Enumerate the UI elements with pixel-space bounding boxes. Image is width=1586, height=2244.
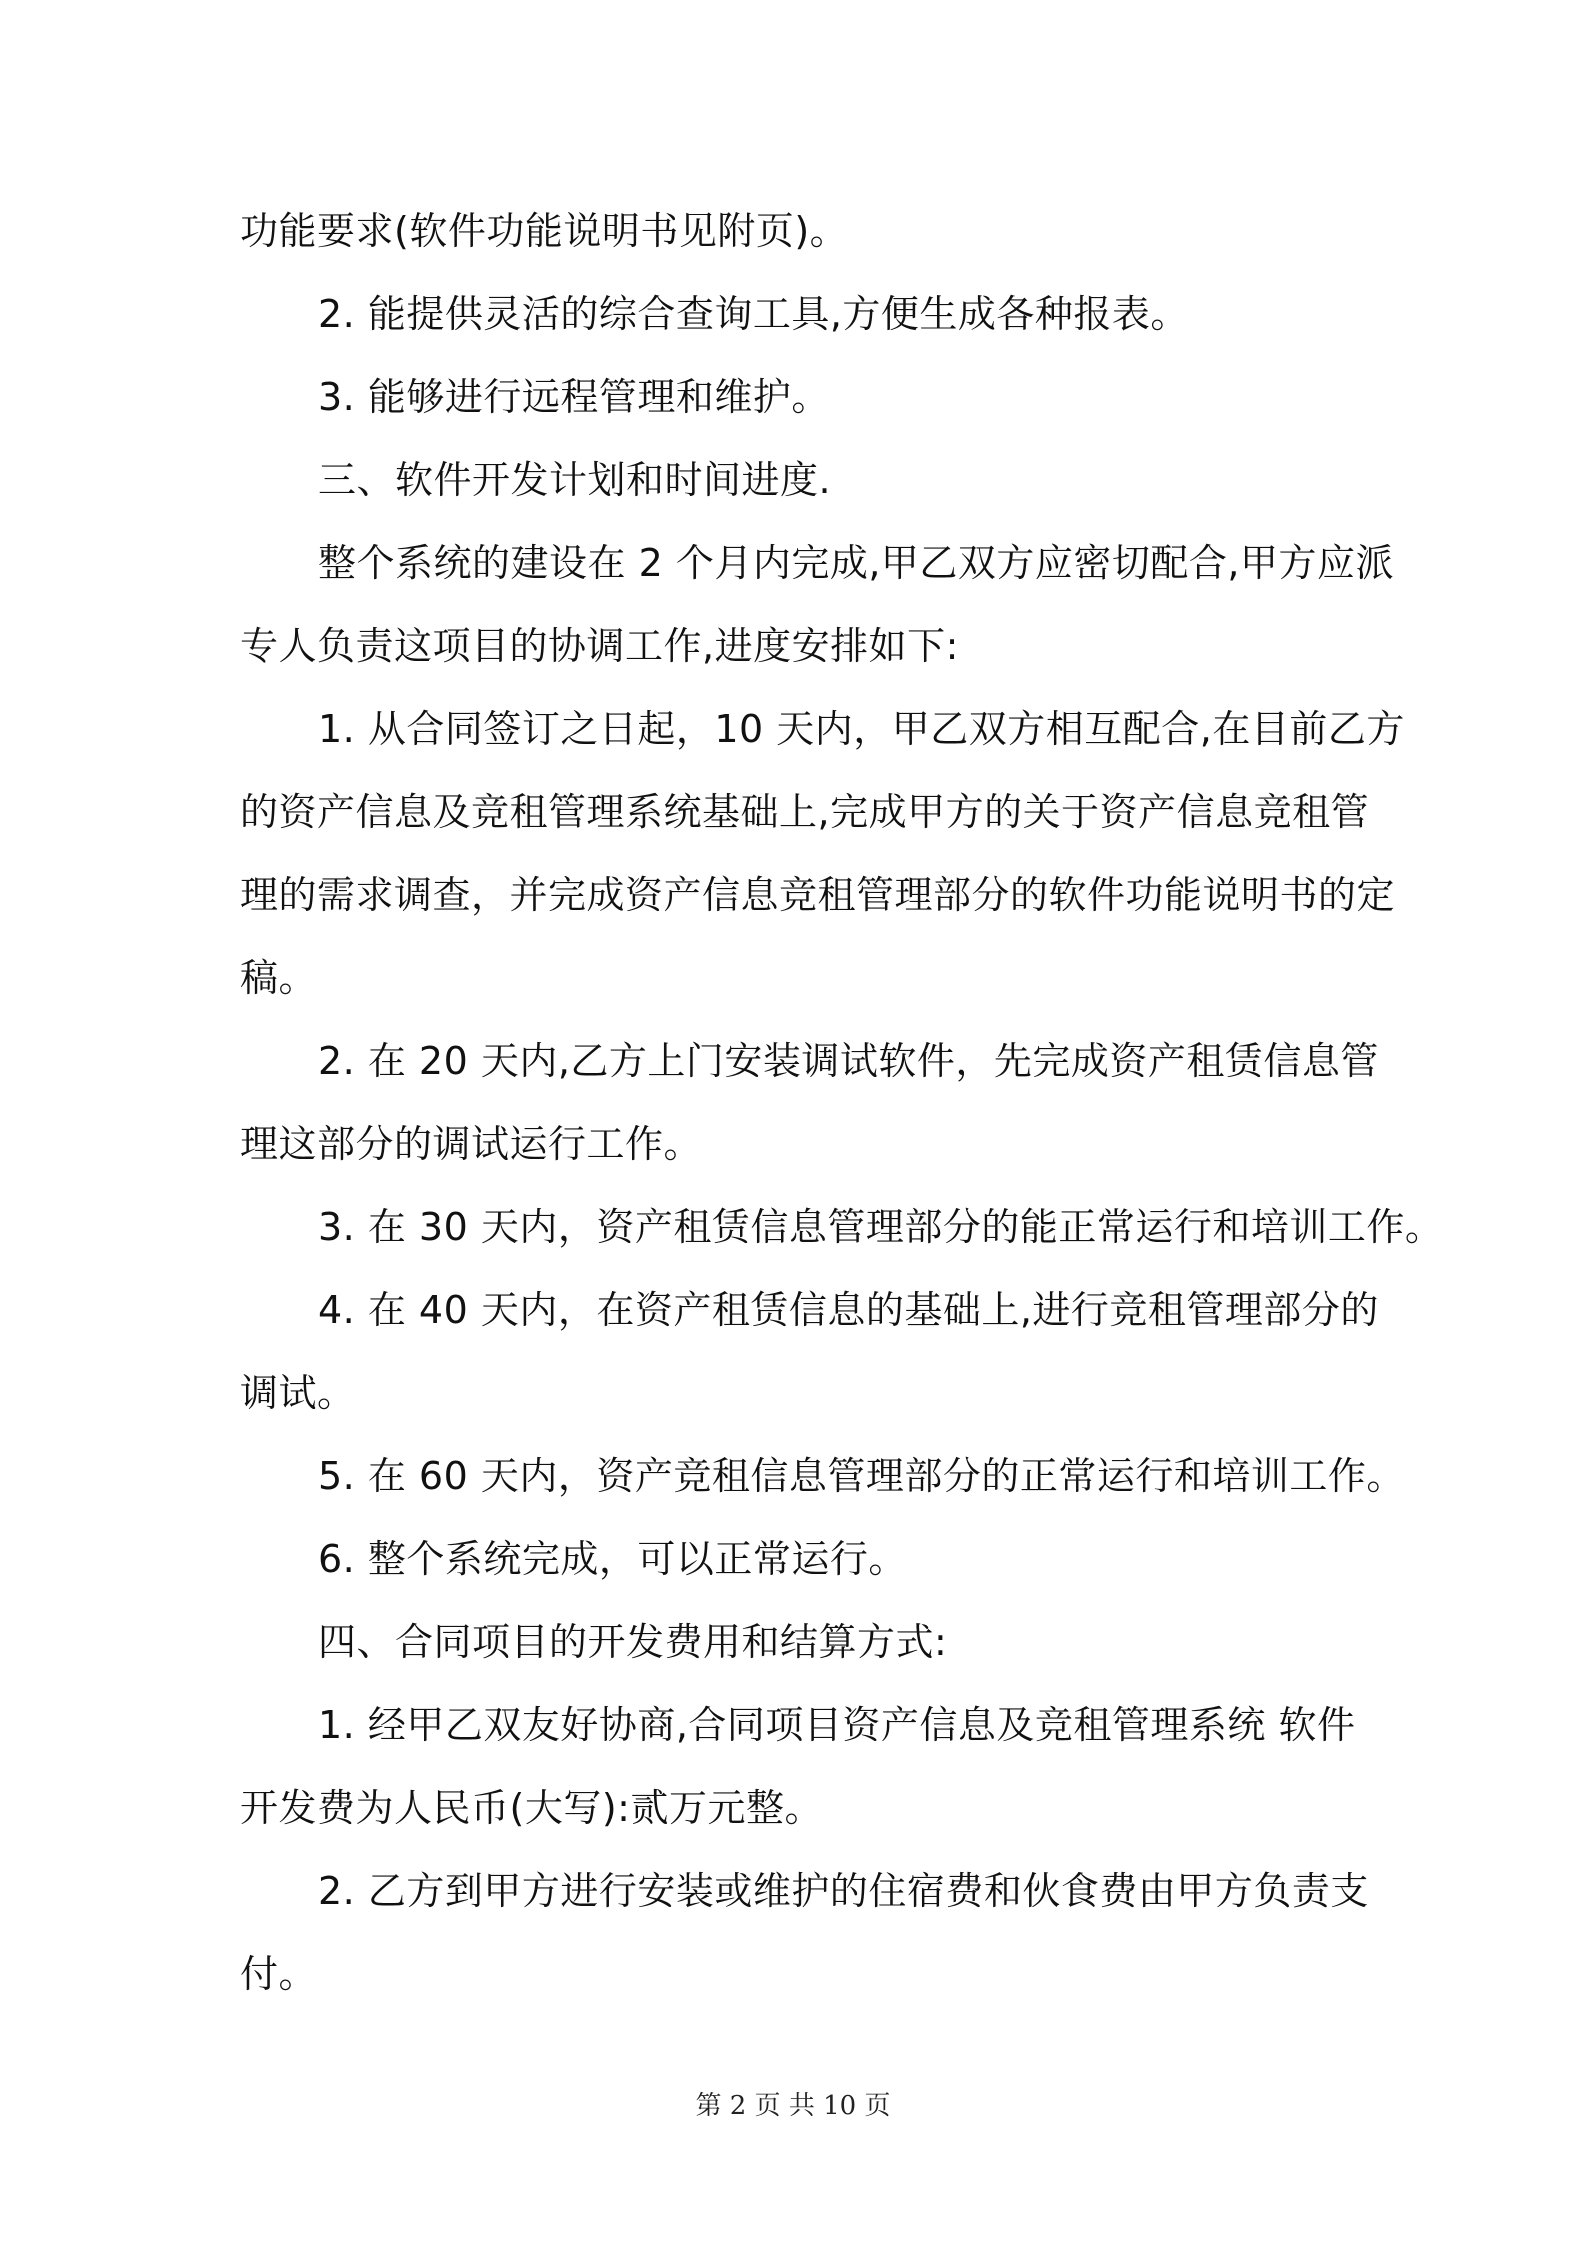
paragraph-line: 整个系统的建设在 2 个月内完成,甲乙双方应密切配合,甲方应派 — [318, 541, 1394, 585]
section-heading: 四、合同项目的开发费用和结算方式: — [318, 1620, 948, 1664]
list-item: 6. 整个系统完成，可以正常运行。 — [318, 1537, 907, 1581]
paragraph-line: 专人负责这项目的协调工作,进度安排如下: — [240, 624, 959, 668]
section-heading: 三、软件开发计划和时间进度. — [318, 458, 832, 502]
paragraph-line: 的资产信息及竞租管理系统基础上,完成甲方的关于资产信息竞租管 — [240, 790, 1370, 834]
page-footer: 第 2 页 共 10 页 — [695, 2091, 891, 2121]
list-item: 3. 在 30 天内，资产租赁信息管理部分的能正常运行和培训工作。 — [318, 1205, 1444, 1249]
paragraph-line: 稿。 — [240, 956, 318, 1000]
paragraph-line: 开发费为人民币(大写):贰万元整。 — [240, 1786, 823, 1830]
list-item: 1. 经甲乙双友好协商,合同项目资产信息及竞租管理系统 软件 — [318, 1703, 1356, 1747]
paragraph-line: 付。 — [240, 1952, 318, 1996]
list-item: 2. 在 20 天内,乙方上门安装调试软件，先完成资产租赁信息管 — [318, 1039, 1379, 1083]
list-item: 2. 能提供灵活的综合查询工具,方便生成各种报表。 — [318, 292, 1189, 336]
list-item: 3. 能够进行远程管理和维护。 — [318, 375, 830, 419]
list-item: 4. 在 40 天内，在资产租赁信息的基础上,进行竞租管理部分的 — [318, 1288, 1379, 1332]
list-item: 1. 从合同签订之日起，10 天内，甲乙双方相互配合,在目前乙方 — [318, 707, 1405, 751]
list-item: 2. 乙方到甲方进行安装或维护的住宿费和伙食费由甲方负责支 — [318, 1869, 1369, 1913]
paragraph-line: 理的需求调查，并完成资产信息竞租管理部分的软件功能说明书的定 — [240, 873, 1396, 917]
list-item: 5. 在 60 天内，资产竞租信息管理部分的正常运行和培训工作。 — [318, 1454, 1405, 1498]
paragraph-line: 理这部分的调试运行工作。 — [240, 1122, 703, 1166]
paragraph-line: 调试。 — [240, 1371, 356, 1415]
paragraph-line: 功能要求(软件功能说明书见附页)。 — [240, 209, 849, 253]
